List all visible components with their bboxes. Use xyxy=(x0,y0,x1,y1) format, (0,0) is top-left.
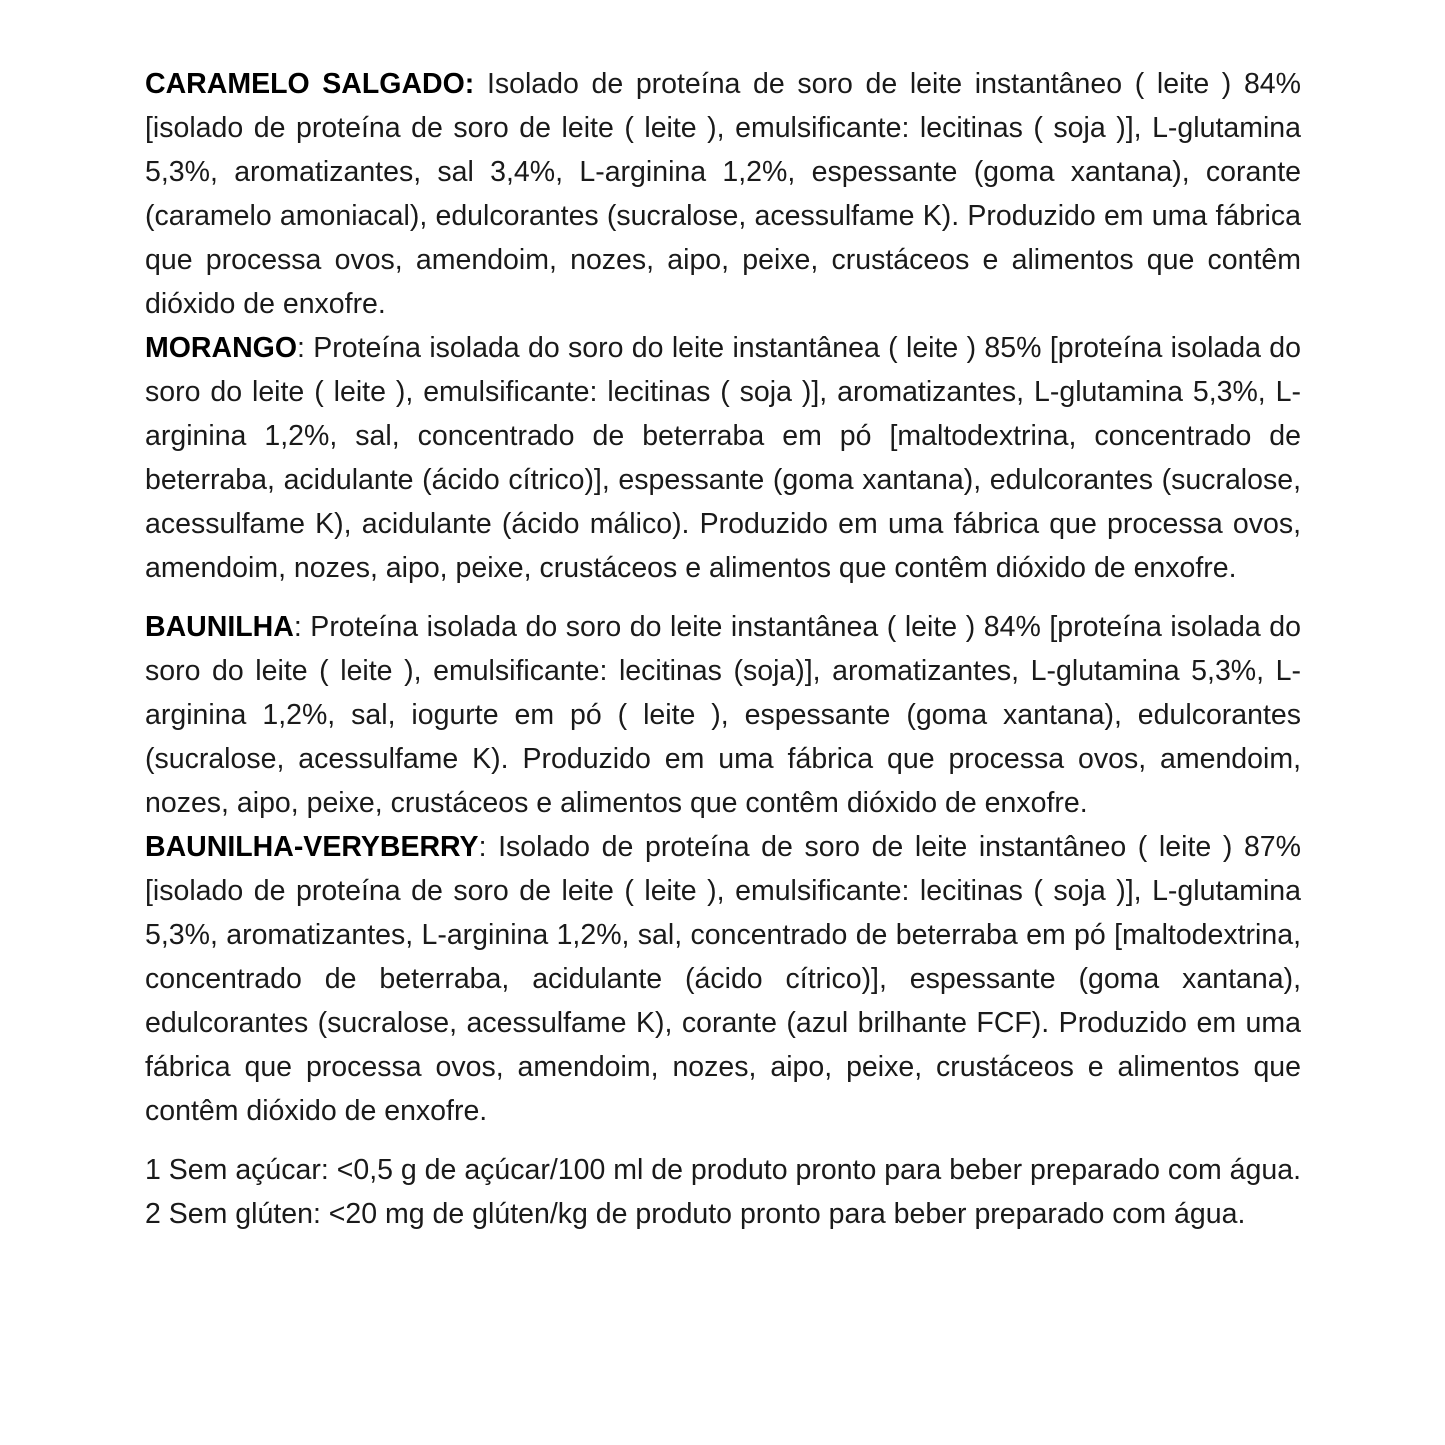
flavor-heading: CARAMELO SALGADO: xyxy=(145,68,475,100)
ingredients-text: Isolado de proteína de soro de leite instantâneo ( leite ) 84% [isolado de proteína de soro de leite ( leite ), emulsificante: lecitinas ( soja )], L-glutamina 5,3%, aromatizantes, sal 3,4%, L-arginina 1,2%, espessante (goma xantana), corante (caramelo amoniacal), edulcorantes (sucralose, acessulfame K). Produzido em uma fábrica que processa ovos, amendoim, nozes, aipo, peixe, crustáceos e alimentos que contêm dióxido de enxofre. xyxy=(145,68,1301,320)
ingredients-text: : Isolado de proteína de soro de leite instantâneo ( leite ) 87% [isolado de proteína de soro de leite ( leite ), emulsificante: lecitinas ( soja )], L-glutamina 5,3%, aromatizantes, L-arginina 1,2%, sal, concentrado de beterraba em pó [maltodextrina, concentrado de beterraba, acidulante (ácido cítrico)], espessante (goma xantana), edulcorantes (sucralose, acessulfame K), corante (azul brilhante FCF). Produzido em uma fábrica que processa ovos, amendoim, nozes, aipo, peixe, crustáceos e alimentos que contêm dióxido de enxofre. xyxy=(145,831,1301,1127)
paragraph-baunilha xyxy=(145,605,1301,825)
ingredients-document xyxy=(145,62,1301,1236)
paragraph-baunilha-veryberry xyxy=(145,825,1301,1133)
flavor-heading: BAUNILHA-VERYBERRY xyxy=(145,831,479,863)
ingredients-text: : Proteína isolada do soro do leite instantânea ( leite ) 84% [proteína isolada do soro do leite ( leite ), emulsificante: lecitinas (soja)], aromatizantes, L-glutamina 5,3%, L-arginina 1,2%, sal, iogurte em pó ( leite ), espessante (goma xantana), edulcorantes (sucralose, acessulfame K). Produzido em uma fábrica que processa ovos, amendoim, nozes, aipo, peixe, crustáceos e alimentos que contêm dióxido de enxofre. xyxy=(145,611,1301,819)
paragraph-caramelo-salgado xyxy=(145,62,1301,326)
flavor-heading: MORANGO xyxy=(145,332,297,364)
flavor-heading: BAUNILHA xyxy=(145,611,294,643)
ingredients-text: : Proteína isolada do soro do leite instantânea ( leite ) 85% [proteína isolada do soro do leite ( leite ), emulsificante: lecitinas ( soja )], aromatizantes, L-glutamina 5,3%, L-arginina 1,2%, sal, concentrado de beterraba em pó [maltodextrina, concentrado de beterraba, acidulante (ácido cítrico)], espessante (goma xantana), edulcorantes (sucralose, acessulfame K), acidulante (ácido málico). Produzido em uma fábrica que processa ovos, amendoim, nozes, aipo, peixe, crustáceos e alimentos que contêm dióxido de enxofre. xyxy=(145,332,1301,584)
paragraph-morango xyxy=(145,326,1301,590)
footnote: 1 Sem açúcar: <0,5 g de açúcar/100 ml de produto pronto para beber preparado com água. 2 Sem glúten: <20 mg de glúten/kg de produto pronto para beber preparado com água. xyxy=(145,1154,1301,1230)
